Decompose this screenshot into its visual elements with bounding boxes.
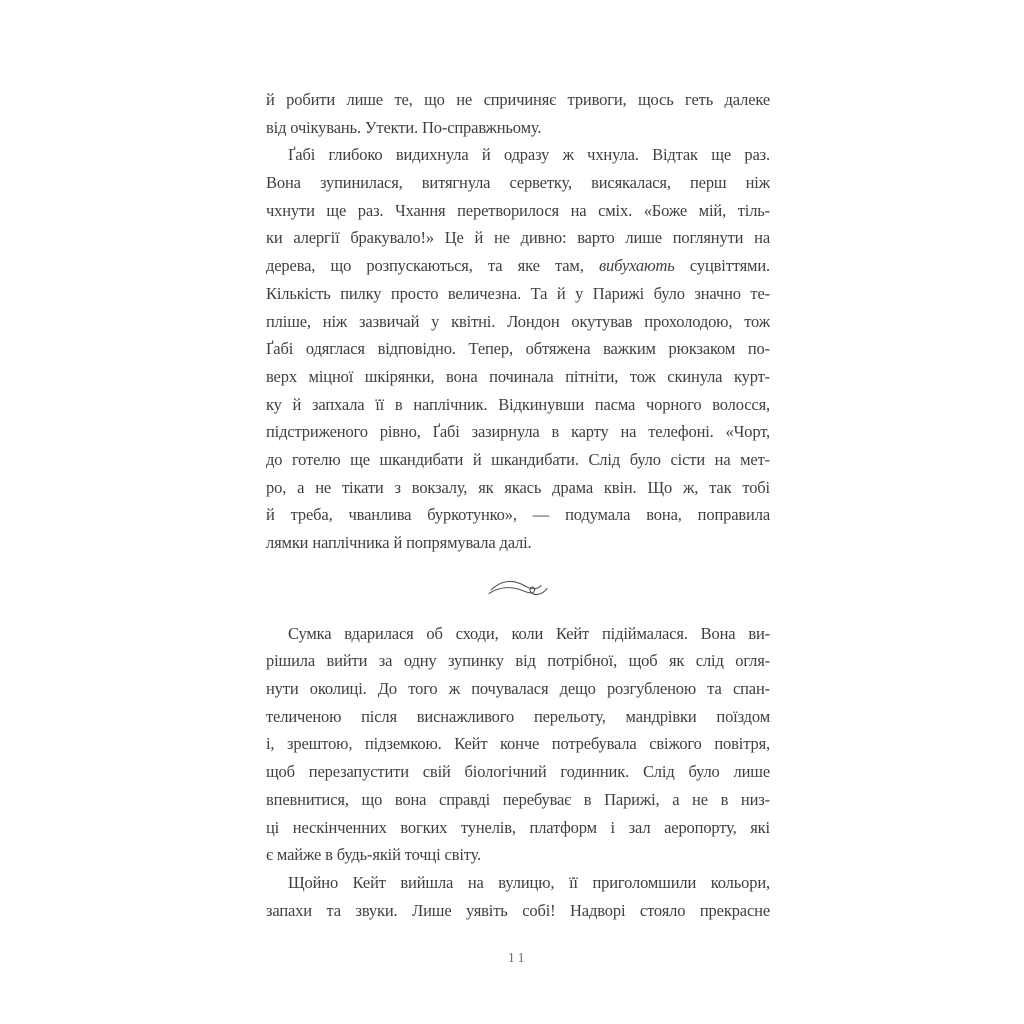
text-segment: верх міцної шкірянки, вона починала пітніти, тож скинула курт- [266, 366, 770, 386]
text-line [266, 841, 770, 869]
text-line [266, 786, 770, 814]
text-line [266, 308, 770, 336]
text-line [266, 620, 770, 648]
text-segment: і, зрештою, підземкою. Кейт конче потребувала свіжого повітря, [266, 734, 770, 754]
paragraph [266, 86, 770, 141]
text-line [266, 391, 770, 419]
text-line [266, 897, 770, 925]
text-segment: підстриженого рівно, Ґабі зазирнула в карту на телефоні. «Чорт, [266, 422, 770, 442]
text-line [266, 675, 770, 703]
text-line [266, 814, 770, 842]
text-segment: ці нескінченних вогких тунелів, платформ і зал аеропорту, які [266, 817, 770, 837]
text-segment: ку й запхала її в наплічник. Відкинувши пасма чорного волосся, [266, 394, 770, 414]
text-segment: Вона зупинилася, витягнула серветку, висякалася, перш ніж [266, 173, 770, 193]
text-segment: чхнути ще раз. Чхання перетворилося на сміх. «Боже мій, тіль- [266, 200, 770, 220]
text-segment: теличеною після виснажливого перельоту, мандрівки поїздом [266, 706, 770, 726]
text-line [266, 529, 770, 557]
text-line [266, 197, 770, 225]
text-segment: щоб перезапустити свій біологічний годинник. Слід було лише [266, 762, 770, 782]
text-line [266, 446, 770, 474]
text-segment: є майже в будь-якій точці світу. [266, 845, 482, 865]
text-line [266, 647, 770, 675]
text-segment: нути околиці. До того ж почувалася дещо розгубленою та спан- [266, 679, 770, 699]
text-segment: лямки наплічника й попрямувала далі. [266, 533, 532, 552]
text-line [266, 252, 770, 280]
text-segment: Ґабі глибоко видихнула й одразу ж чхнула. Відтак ще раз. [288, 145, 770, 165]
text-segment: пліше, ніж зазвичай у квітні. Лондон окутував прохолодою, тож [266, 311, 770, 331]
swirl-ornament-icon [487, 575, 549, 601]
text-line [266, 86, 770, 114]
text-line [266, 114, 770, 142]
text-line [266, 703, 770, 731]
page-number: 11 [508, 950, 528, 965]
text-line [266, 169, 770, 197]
text-line [266, 869, 770, 897]
text-segment: Щойно Кейт вийшла на вулицю, її приголомшили кольори, [288, 872, 770, 892]
text-line [266, 474, 770, 502]
text-segment: Кількість пилку просто величезна. Та й у Парижі було значно те- [266, 283, 770, 303]
text-segment: ки алергії бракувало!» Це й не дивно: варто лише поглянути на [266, 228, 770, 248]
text-block [266, 86, 770, 924]
text-line [266, 280, 770, 308]
text-line [266, 224, 770, 252]
text-line [266, 758, 770, 786]
text-segment: рішила вийти за одну зупинку від потрібної, щоб як слід огля- [266, 651, 770, 671]
paragraph [266, 869, 770, 924]
text-segment: до готелю ще шкандибати й шкандибати. Слід було сісти на мет- [266, 449, 770, 469]
italic-text-segment: вибухають [598, 256, 675, 276]
section-divider [266, 557, 770, 620]
text-segment: й треба, чванлива буркотунко», — подумала вона, поправила [266, 505, 770, 525]
text-line [266, 141, 770, 169]
text-segment: від очікувань. Утекти. По-справжньому. [266, 117, 542, 137]
text-segment: дерева, що розпускаються, та яке там, [266, 256, 599, 276]
paragraph [266, 620, 770, 869]
paragraph [266, 141, 770, 556]
text-segment: Ґабі одяглася відповідно. Тепер, обтяжена важким рюкзаком по- [266, 339, 770, 359]
text-line [266, 501, 770, 529]
text-segment: Сумка вдарилася об сходи, коли Кейт підіймалася. Вона ви- [288, 623, 770, 643]
text-segment: суцвіттями. [674, 256, 770, 276]
text-line [266, 335, 770, 363]
text-segment: впевнитися, що вона справді перебуває в Парижі, а не в низ- [266, 789, 770, 809]
text-line [266, 730, 770, 758]
text-segment: запахи та звуки. Лише уявіть собі! Надворі стояло прекрасне [266, 900, 770, 920]
text-segment: ро, а не тікати з вокзалу, як якась драма квін. Що ж, так тобі [266, 477, 770, 497]
text-line [266, 418, 770, 446]
text-segment: й робити лише те, що не спричиняє тривоги, щось геть далеке [266, 90, 770, 109]
text-line [266, 363, 770, 391]
